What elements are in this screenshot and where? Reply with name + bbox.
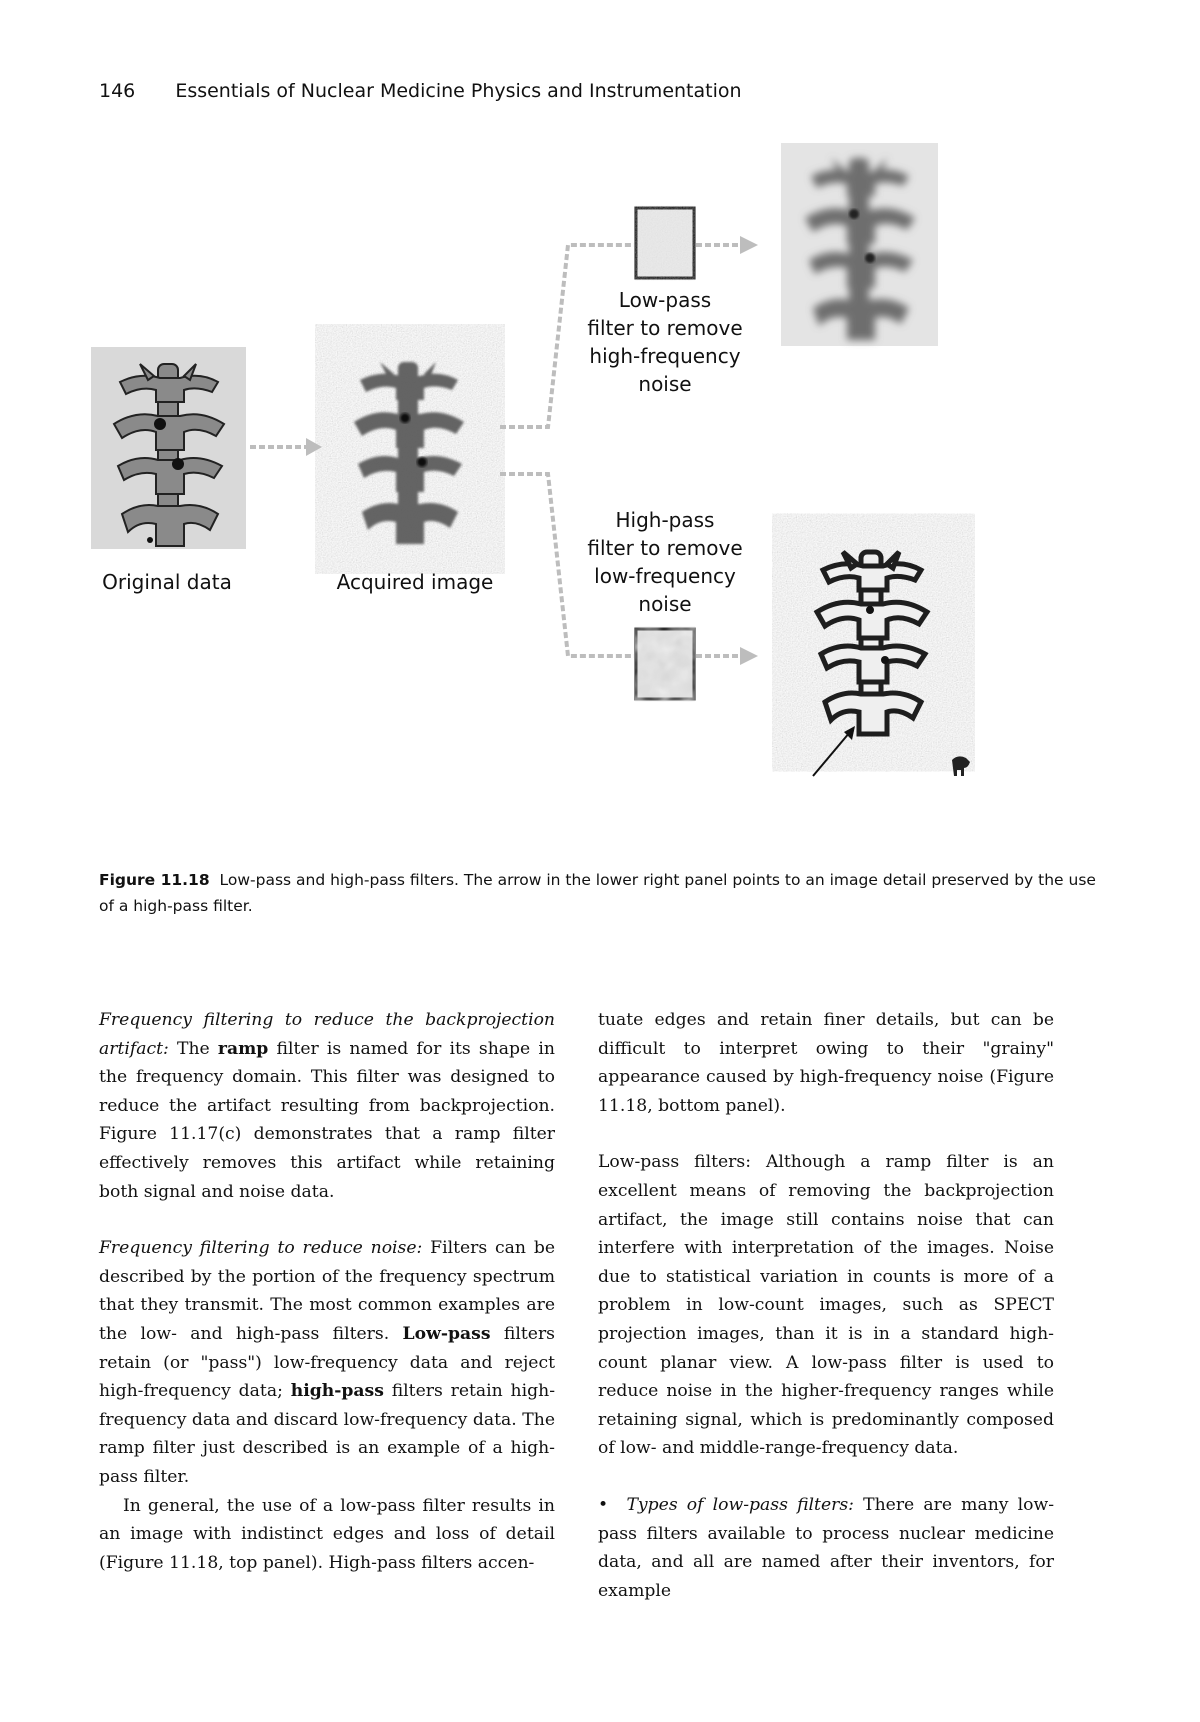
figure-caption	[99, 867, 1099, 919]
label-acquired-image: Acquired image	[336, 570, 494, 594]
paragraph-types-lowpass: • Types of low-pass filters: There are many low-pass filters available to process nuclear medicine data, and all are named after their inventors, for example	[598, 1494, 1055, 1601]
paragraph-general: In general, the use of a low-pass filter results in an image with indistinct edges and loss of detail (Figure 11.18, top panel). High-pass filters accen-	[99, 1495, 555, 1573]
highpass-result-panel	[789, 535, 958, 750]
running-title: Essentials of Nuclear Medicine Physics and Instrumentation	[175, 80, 742, 102]
label-original-data: Original data	[102, 570, 232, 594]
original-data-panel	[91, 347, 246, 549]
paragraph-ramp-filter: Frequency filtering to reduce the backprojection artifact: The ramp filter is named for its shape in the frequency domain. This filter was designed to reduce the artifact resulting from backprojection. Figure 11.17(c) demonstrates that a ramp filter effectively removes this artifact while retaining both signal and noise data.	[99, 1010, 555, 1202]
lowpass-result-panel	[781, 143, 938, 346]
paragraph-lowpass-filters: Low-pass filters: Although a ramp filter is an excellent means of removing the backprojection artifact, the image still contains noise that can interfere with interpretation of the images. Noise due to statistical variation in counts is more of a problem in low-count images, such as SPECT projection images, than it is in a standard high-count planar view. A low-pass filter is used to reduce noise in the higher-frequency ranges while retaining signal, which is predominantly composed of low- and middle-range-frequency data.	[598, 1152, 1054, 1459]
lowpass-filter-box	[636, 208, 694, 278]
page-number: 146	[99, 80, 136, 102]
paragraph-continuation: tuate edges and retain finer details, but can be difficult to interpret owing to their "grainy" appearance caused by high-frequency noise (Figure 11.18, bottom panel).	[598, 1010, 1054, 1116]
right-column	[598, 1006, 1054, 1605]
figure-caption-label: Figure 11.18	[99, 871, 210, 889]
paragraph-noise-filtering: Frequency filtering to reduce noise: Filters can be described by the portion of the frequency spectrum that they transmit. The most common examples are the low- and high-pass filters. Low-pass filters retain (or "pass") low-frequency data and reject high-frequency data; high-pass filters retain high-frequency data and discard low-frequency data. The ramp filter just described is an example of a high-pass filter.	[99, 1238, 555, 1487]
highpass-filter-box	[636, 629, 694, 699]
figure-graphic	[0, 140, 1200, 870]
acquired-image-panel	[331, 345, 489, 553]
label-highpass-filter: High-pass filter to remove low-frequency noise	[587, 508, 743, 616]
publisher-mark-icon	[952, 756, 970, 776]
figure-11-18	[0, 140, 1200, 870]
left-column	[99, 1006, 555, 1577]
figure-caption-text: Low-pass and high-pass filters. The arrow in the lower right panel points to an image detail preserved by the use of a high-pass filter.	[99, 871, 1096, 915]
label-lowpass-filter: Low-pass filter to remove high-frequency noise	[587, 288, 743, 396]
running-header	[99, 80, 742, 102]
